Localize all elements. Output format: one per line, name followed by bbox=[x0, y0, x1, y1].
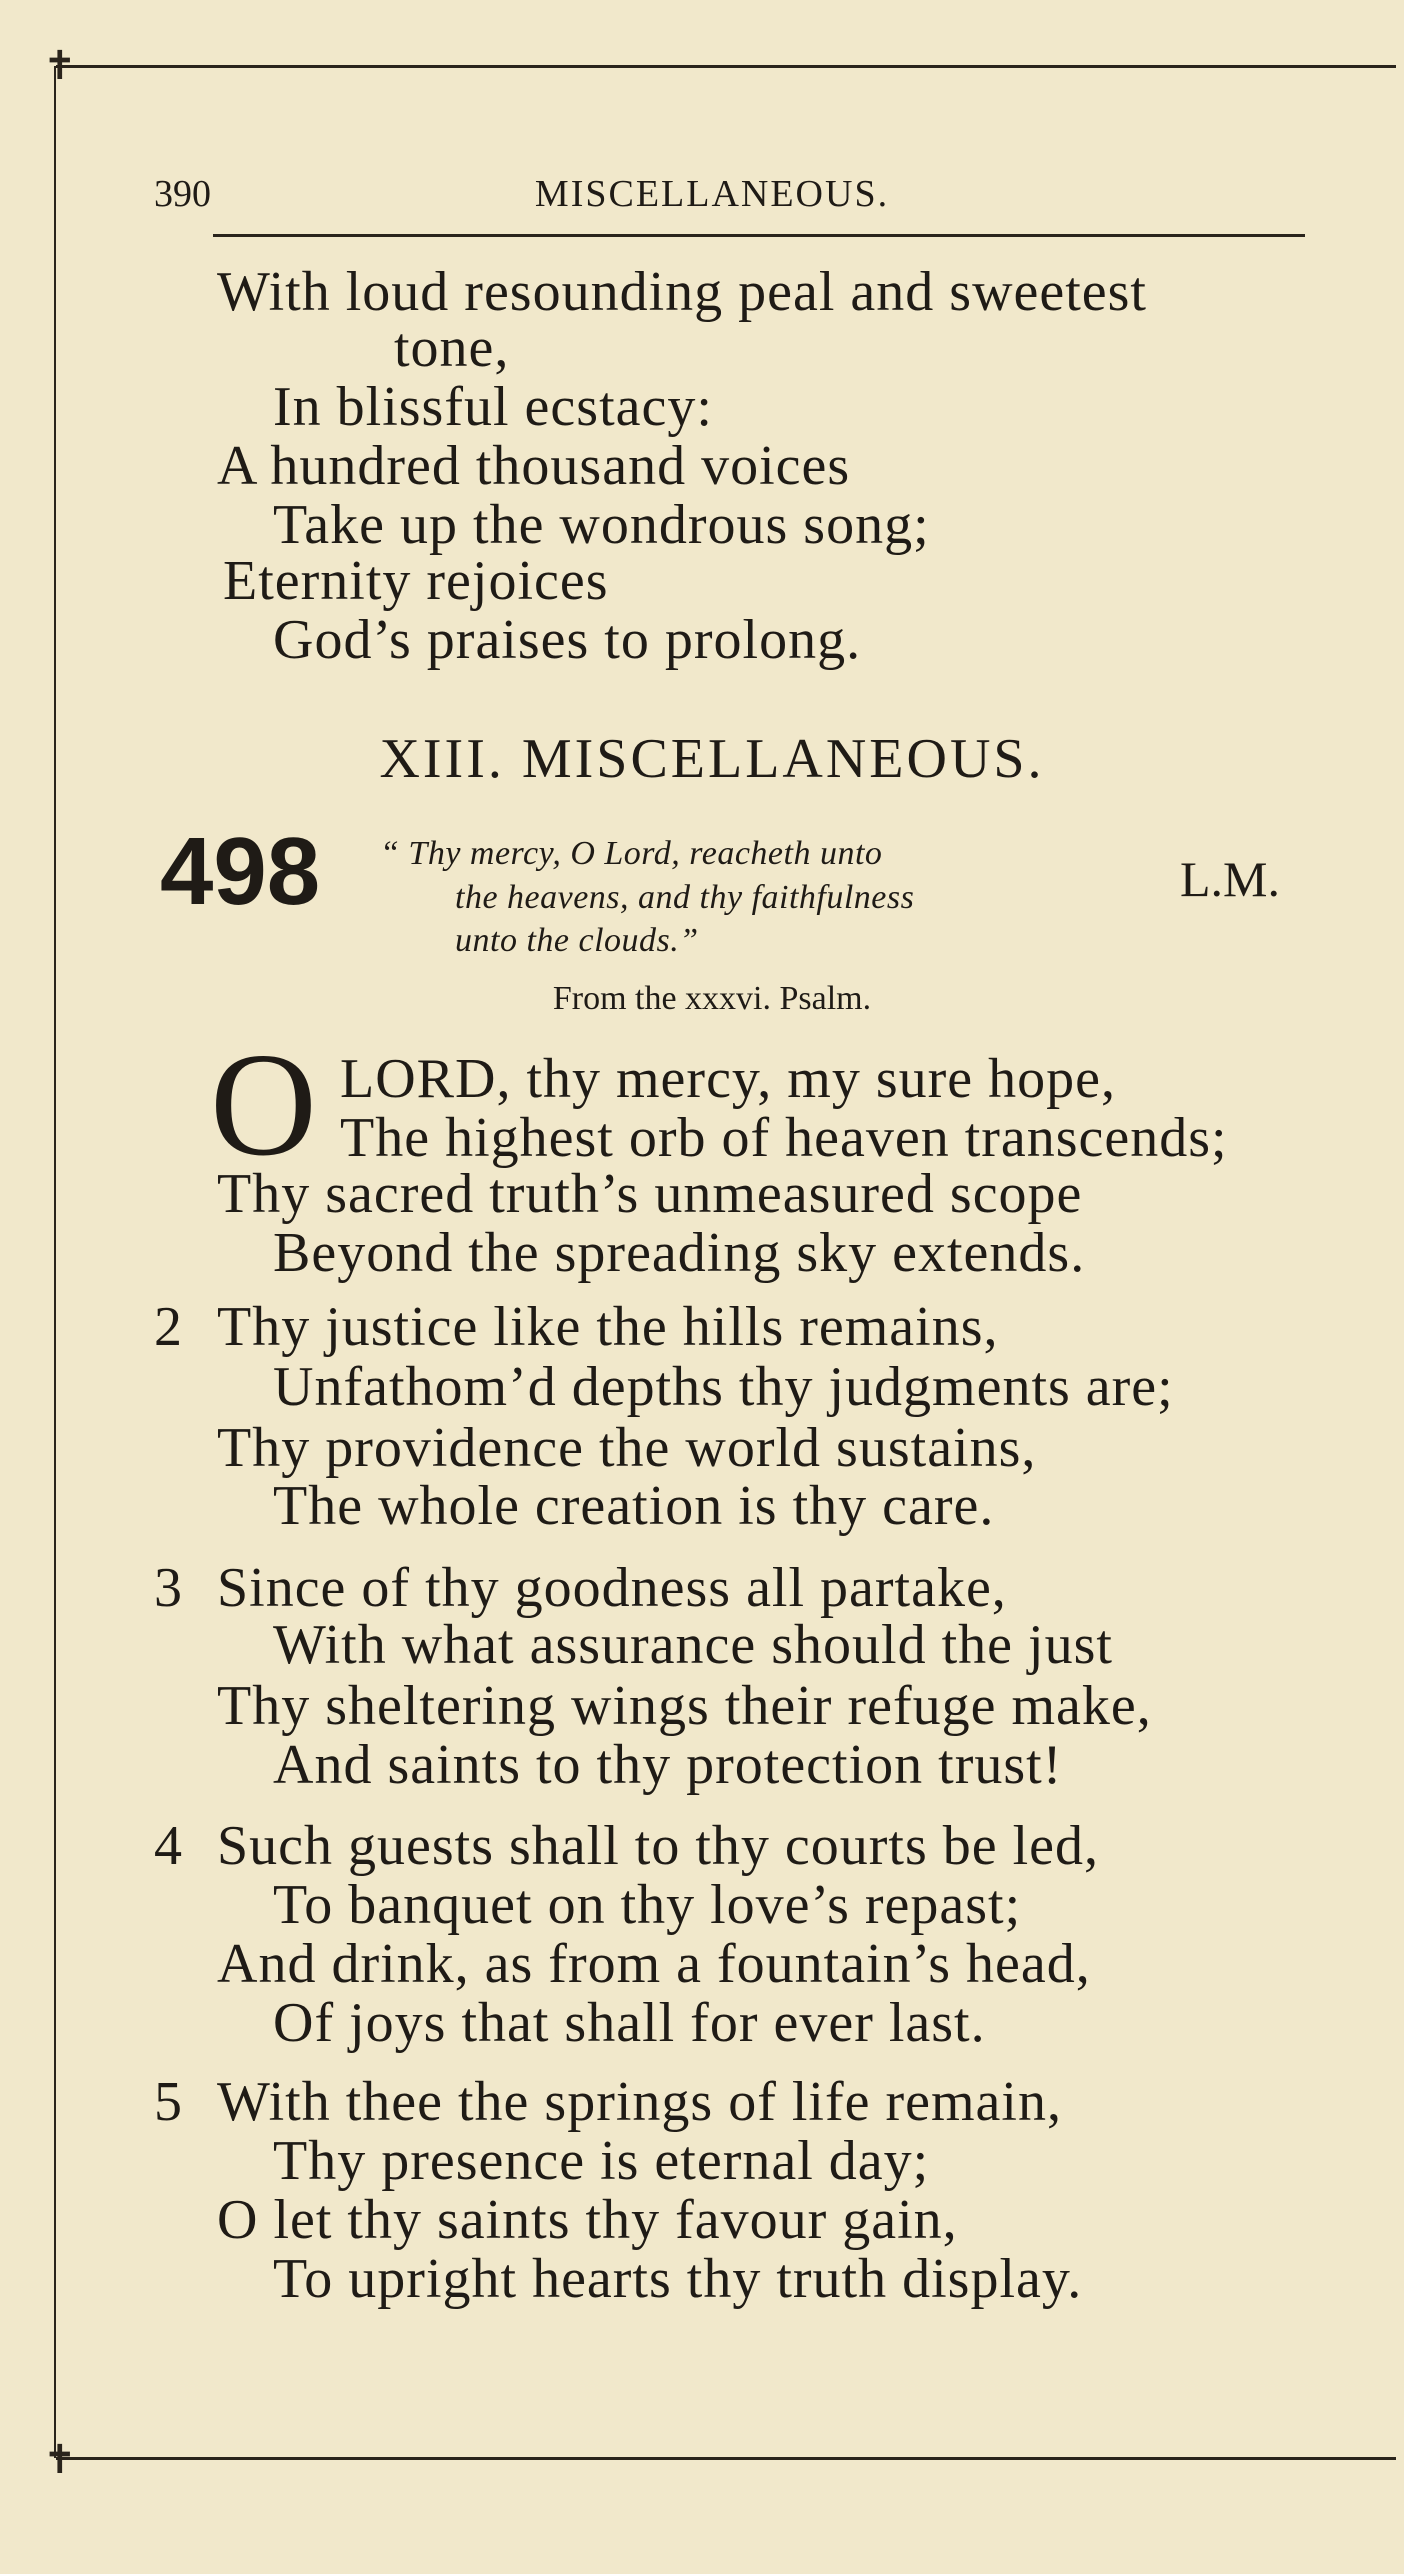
verse-line: To banquet on thy love’s repast; bbox=[273, 1874, 1022, 1936]
drop-cap: O bbox=[210, 1023, 317, 1187]
verse-line: Such guests shall to thy courts be led, bbox=[217, 1815, 1100, 1877]
verse-line: A hundred thousand voices bbox=[217, 435, 851, 497]
verse-line: Thy providence the world sustains, bbox=[217, 1417, 1037, 1479]
verse-line: Thy presence is eternal day; bbox=[273, 2130, 930, 2192]
hymn-meter: L.M. bbox=[1180, 851, 1280, 907]
verse-line: With thee the springs of life remain, bbox=[217, 2071, 1062, 2133]
verse-line: Take up the wondrous song; bbox=[273, 494, 930, 556]
left-border-rule bbox=[54, 66, 56, 2458]
verse-line: In blissful ecstacy: bbox=[273, 376, 713, 438]
stanza-number: 3 bbox=[154, 1557, 183, 1619]
stanza-number: 2 bbox=[154, 1296, 183, 1358]
verse-line: Since of thy goodness all partake, bbox=[217, 1557, 1007, 1619]
verse-line: Eternity rejoices bbox=[223, 550, 609, 612]
verse-line: God’s praises to prolong. bbox=[273, 609, 862, 671]
running-title: MISCELLANEOUS. bbox=[534, 173, 890, 215]
verse-line: To upright hearts thy truth display. bbox=[273, 2248, 1083, 2310]
epigraph-line: “ Thy mercy, O Lord, reacheth unto bbox=[380, 835, 883, 872]
section-heading: XIII. MISCELLANEOUS. bbox=[379, 728, 1045, 790]
verse-line: The highest orb of heaven transcends; bbox=[340, 1107, 1228, 1169]
verse-line: With loud resounding peal and sweetest bbox=[217, 261, 1147, 323]
epigraph-line: the heavens, and thy faithfulness bbox=[455, 879, 915, 916]
top-border-rule bbox=[56, 65, 1396, 68]
epigraph-line: unto the clouds.” bbox=[455, 922, 699, 959]
header-rule bbox=[213, 234, 1305, 237]
verse-line: Thy justice like the hills remains, bbox=[217, 1296, 999, 1358]
verse-line: Of joys that shall for ever last. bbox=[273, 1992, 986, 2054]
verse-line: tone, bbox=[394, 317, 510, 379]
verse-line: LORD, thy mercy, my sure hope, bbox=[340, 1048, 1116, 1110]
cross-ornament-bottom-icon: ✝ bbox=[43, 2437, 77, 2482]
verse-line: And drink, as from a fountain’s head, bbox=[217, 1933, 1091, 1995]
cross-ornament-top-icon: ✝ bbox=[43, 43, 77, 88]
verse-line: Thy sacred truth’s unmeasured scope bbox=[217, 1163, 1083, 1225]
page-number: 390 bbox=[154, 173, 211, 215]
stanza-number: 4 bbox=[154, 1815, 183, 1877]
hymn-number: 498 bbox=[160, 818, 321, 925]
verse-line: And saints to thy protection trust! bbox=[273, 1734, 1063, 1796]
verse-line: The whole creation is thy care. bbox=[273, 1475, 995, 1537]
bottom-border-rule bbox=[56, 2457, 1396, 2460]
verse-line: With what assurance should the just bbox=[273, 1614, 1113, 1676]
stanza-number: 5 bbox=[154, 2071, 183, 2133]
verse-line: Thy sheltering wings their refuge make, bbox=[217, 1675, 1152, 1737]
verse-line: Beyond the spreading sky extends. bbox=[273, 1222, 1086, 1284]
verse-line: O let thy saints thy favour gain, bbox=[217, 2189, 958, 2251]
verse-line: Unfathom’d depths thy judgments are; bbox=[273, 1356, 1174, 1418]
hymn-source: From the xxxvi. Psalm. bbox=[552, 980, 872, 1017]
